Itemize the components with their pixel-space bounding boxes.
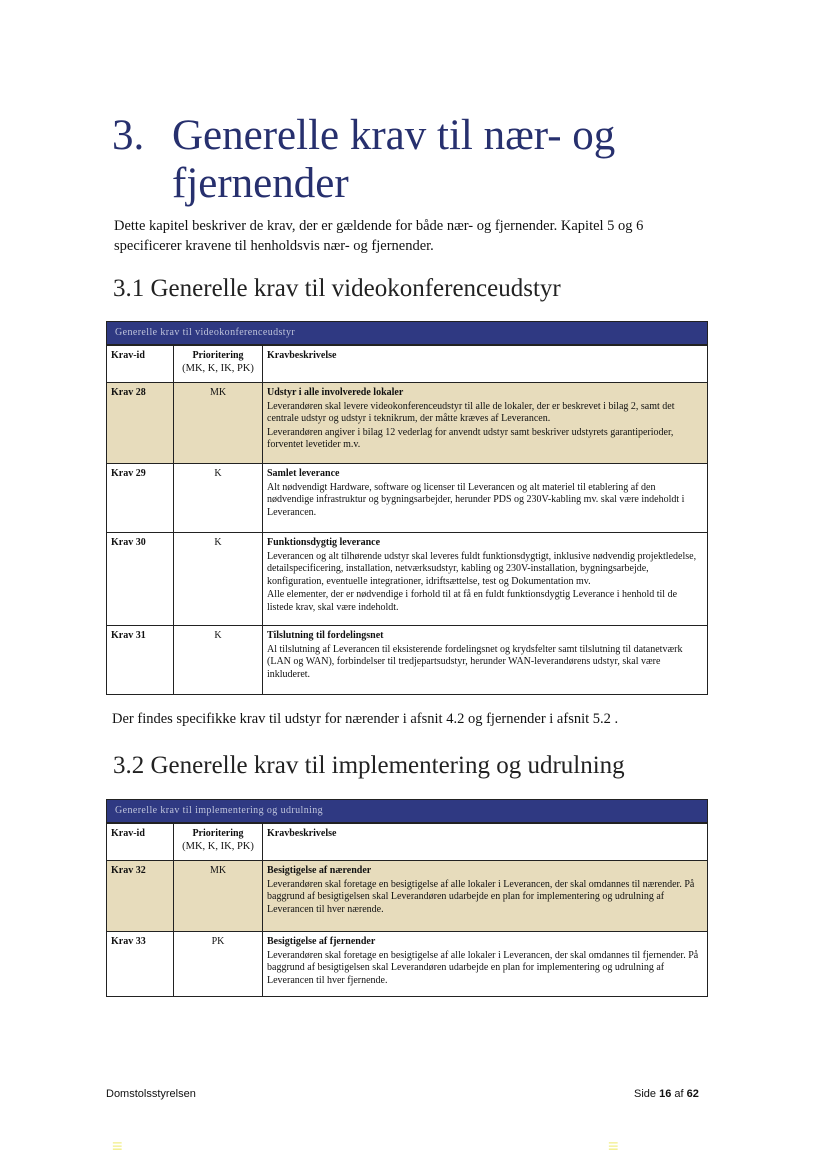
table-row: [107, 931, 707, 996]
table-row: [107, 463, 707, 532]
req-title: Samlet leverance: [267, 468, 340, 479]
page-current: 16: [659, 1088, 672, 1100]
req-priority: MK: [174, 861, 263, 931]
req-description: [263, 533, 707, 625]
chapter-title: Generelle krav til nær- og fjernender: [172, 112, 616, 207]
section-heading-3-2: 3.2 Generelle krav til implementering og udrulning: [113, 752, 625, 779]
req-priority: PK: [174, 932, 263, 996]
scan-marker: ≡: [112, 1136, 123, 1156]
req-title: Funktionsdygtig leverance: [267, 537, 381, 548]
col-header-description: Kravbeskrivelse: [267, 828, 337, 839]
req-id: Krav 32: [107, 861, 174, 931]
footer-organization: Domstolsstyrelsen: [106, 1088, 196, 1100]
req-id: Krav 28: [107, 383, 174, 463]
chapter-number: 3.: [112, 112, 145, 159]
table-title: Generelle krav til videokonferenceudstyr: [107, 322, 707, 344]
table-header-row: [107, 344, 707, 382]
req-id: Krav 30: [107, 533, 174, 625]
req-title: Tilslutning til fordelingsnet: [267, 630, 384, 641]
page-label: Side: [634, 1088, 657, 1100]
col-header-description: Kravbeskrivelse: [267, 350, 337, 361]
footer-page-number: [634, 1088, 699, 1100]
scan-marker: ≡: [608, 1136, 619, 1156]
req-text: Alt nødvendigt Hardware, software og licenser til Leverancen og alt materiel til etablering af den nødvendige infrastruktur og bygningsarbejder, herunder PDS og 230V-kabling mv. skal være indeholdt i Leverancen.: [267, 481, 685, 518]
col-header-id: Krav-id: [107, 346, 174, 382]
req-priority: K: [174, 626, 263, 694]
req-priority: K: [174, 464, 263, 532]
req-description: [263, 626, 707, 694]
col-header-id: Krav-id: [107, 824, 174, 860]
req-text: Leverancen og alt tilhørende udstyr skal leveres fuldt funktionsdygtigt, inklusive nødvendig projektledelse, detailspecificering, installation, netværksudstyr, kabling og 230V-installation, bygningsarbejde, konfiguration, eventuelle integrationer, idriftsættelse, test og Dokumentation mv.: [267, 550, 697, 587]
priority-legend: (MK, K, IK, PK): [182, 840, 254, 852]
req-priority: MK: [174, 383, 263, 463]
req-title: Besigtigelse af nærender: [267, 865, 372, 876]
req-id: Krav 31: [107, 626, 174, 694]
col-header-priority: [174, 824, 263, 860]
table-title: Generelle krav til implementering og udrulning: [107, 800, 707, 822]
table-row: [107, 625, 707, 694]
intro-paragraph: Dette kapitel beskriver de krav, der er gældende for både nær- og fjernender. Kapitel 5 og 6 specificerer kravene til henholdsvis nær- og fjernender.: [114, 218, 644, 254]
req-text: Alle elementer, der er nødvendige i forhold til at få en fuldt funktionsdygtig Leverance i henhold til de listede krav, skal være indeholdt.: [267, 589, 678, 613]
req-description: [263, 861, 707, 931]
req-id: Krav 33: [107, 932, 174, 996]
table-row: [107, 382, 707, 463]
req-text: Al tilslutning af Leverancen til eksisterende fordelingsnet og krydsfelter samt tilslutning til datanetværk (LAN og WAN), forbindelser til tredjepartsudstyr, herunder WAN-leverandørens udstyr, skal være inkluderet.: [267, 643, 683, 680]
reference-sentence: Der findes specifikke krav til udstyr for nærender i afsnit 4.2 og fjernender i afsnit 5.2 .: [112, 711, 619, 727]
priority-label: Prioritering: [192, 828, 244, 839]
table-row: [107, 532, 707, 625]
req-text: Leverandøren angiver i bilag 12 vederlag for anvendt udstyr samt beskriver udstyrets garantiperioder, forventet levetider m.v.: [267, 426, 674, 450]
requirements-table-3-1: [106, 321, 708, 695]
requirements-table-3-2: [106, 799, 708, 997]
req-text: Leverandøren skal levere videokonferenceudstyr til alle de lokaler, der er beskrevet i bilag 2, samt det centrale udstyr og udstyr i teknikrum, der måtte kræves af Leverancen.: [267, 400, 675, 424]
req-description: [263, 464, 707, 532]
col-header-priority: [174, 346, 263, 382]
page-total: 62: [686, 1088, 699, 1100]
req-text: Leverandøren skal foretage en besigtigelse af alle lokaler i Leverancen, der skal omdannes til fjernender. På baggrund af besigtigelsen skal Leverandøren udarbejde en plan for implementering og udrulning af Leverancen til hver fjernende.: [267, 949, 699, 986]
priority-legend: (MK, K, IK, PK): [182, 362, 254, 374]
req-description: [263, 383, 707, 463]
req-priority: K: [174, 533, 263, 625]
table-header-row: [107, 822, 707, 860]
priority-label: Prioritering: [192, 350, 244, 361]
section-heading-3-1: 3.1 Generelle krav til videokonferenceudstyr: [113, 275, 561, 302]
req-title: Udstyr i alle involverede lokaler: [267, 387, 404, 398]
page-of: af: [674, 1088, 684, 1100]
req-id: Krav 29: [107, 464, 174, 532]
req-text: Leverandøren skal foretage en besigtigelse af alle lokaler i Leverancen, der skal omdannes til nærender. På baggrund af besigtigelsen skal Leverandøren udarbejde en plan for implementering og udrulning af Leverancen til hver nærende.: [267, 878, 695, 915]
table-row: [107, 860, 707, 931]
req-description: [263, 932, 707, 996]
req-title: Besigtigelse af fjernender: [267, 936, 376, 947]
